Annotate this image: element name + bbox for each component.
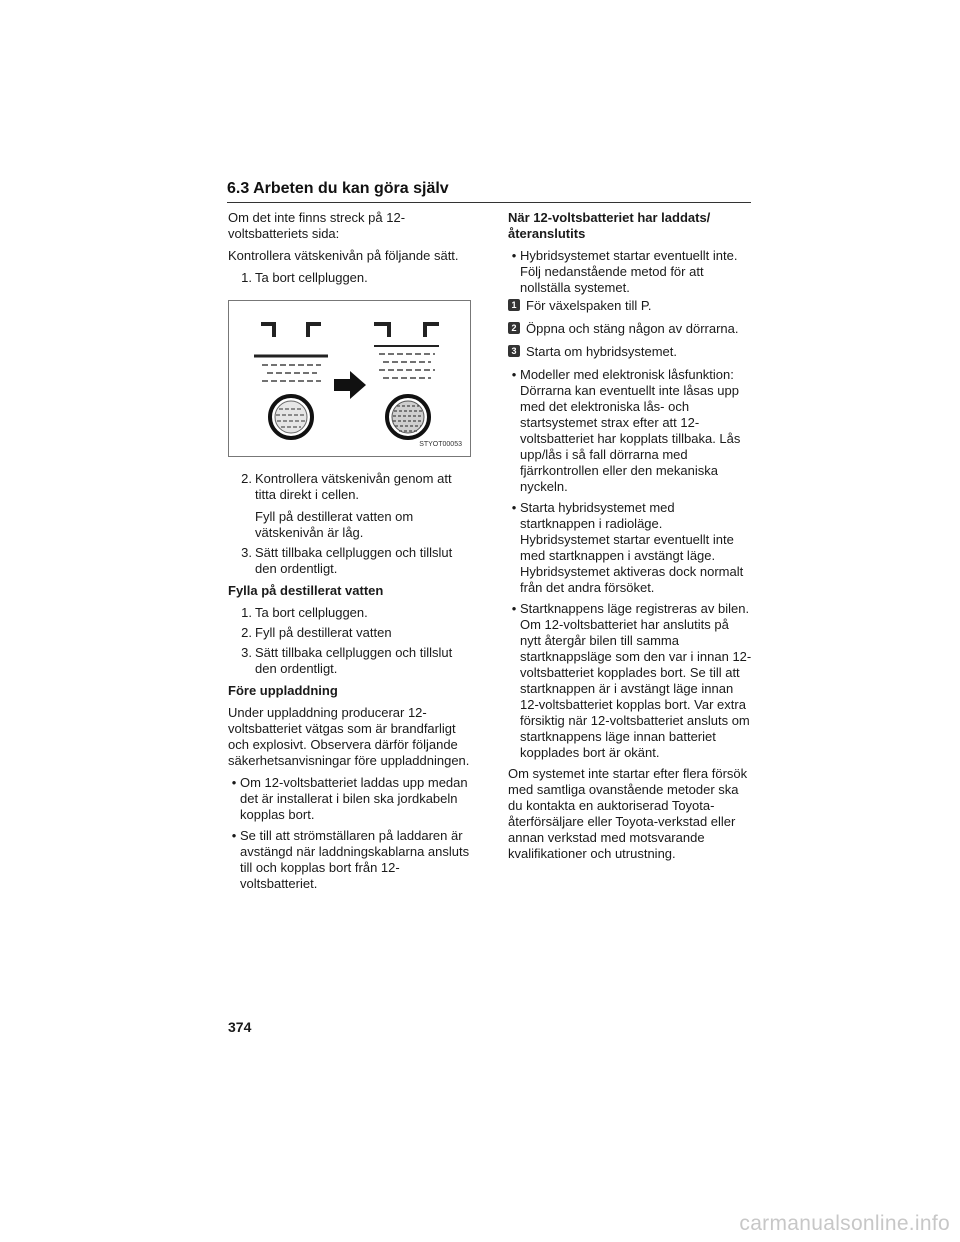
bullet-icon: • [511,367,517,382]
bullet-icon: • [231,828,237,843]
step-number: 2. [241,625,252,640]
reset-step-1 [508,298,753,314]
closing-text: Om systemet inte startar efter flera försök med samtliga ovanstående metoder ska du kontakta en auktoriserad Toyota-återförsäljare eller Toyota-verkstad eller annan verkstad med motsvarande kvalifikationer och utrustning. [508,766,748,861]
step-number-badge: 3 [508,345,520,357]
list-item: • Modeller med elektronisk låsfunktion: Dörrarna kan eventuellt inte låsas upp med det elektroniska lås- och startsystemet strax efter att 12-voltsbatteriet har kopplats tillbaka. Lås upp/lås i så fall dörrarna med fjärrkontrollen eller den mekaniska nyckeln. [508,367,753,495]
step-subtext: Fyll på destillerat vatten om vätskenivån är låg. [255,509,414,540]
step-number-badge: 2 [508,322,520,334]
step-1 [228,270,473,286]
left-column [228,210,473,897]
step-2 [228,471,473,541]
bullet-icon: • [231,775,237,790]
step-number: 2. [241,471,252,486]
before-charging-text: Under uppladdning producerar 12-voltsbatteriet vätgas som är brandfarligt och explosivt. Observera därför följande säkerhetsanvisningar före uppladdningen. [228,705,470,768]
before-charging-heading: Före uppladdning [228,683,338,698]
list-item: • Starta hybridsystemet med startknappen i radioläge. Hybridsystemet startar eventuellt inte med startknappen i avstängt läge. Hybridsystemet aktiveras dock normalt från det andra försöket. [508,500,753,596]
figure-code: STYOT00053 [419,441,462,448]
page-number: 374 [228,1019,252,1035]
step-number: 3. [241,545,252,560]
step-3 [228,545,473,577]
list-item: • Startknappens läge registreras av bilen. Om 12-voltsbatteriet har anslutits på nytt återgår bilen till samma startknappsläge som den var i innan 12-voltsbatteriet kopplades bort. Se till att startknappen är i avstängt läge innan 12-voltsbatteriet kopplas bort. Var extra försiktig när 12-voltsbatteriet ansluts om startknappens läge innan batteriet kopplades bort är okänt. [508,601,753,761]
step-text: Kontrollera vätskenivån genom att titta direkt i cellen. [255,471,452,502]
step-text: Fyll på destillerat vatten [255,625,392,640]
after-charging-heading: När 12-voltsbatteriet har laddats/återanslutits [508,210,711,241]
fill-step-3 [228,645,473,677]
step-text: Sätt tillbaka cellpluggen och tillslut den ordentligt. [255,645,453,676]
step-text: Öppna och stäng någon av dörrarna. [526,321,739,336]
list-item: • Se till att strömställaren på laddaren är avstängd när laddningskablarna ansluts till och kopplas bort från 12-voltsbatteriet. [228,828,473,892]
section-header: 6.3 Arbeten du kan göra själv [227,180,751,203]
bullet-icon: • [511,248,517,263]
list-item: • Hybridsystemet startar eventuellt inte. Följ nedanstående metod för att nollställa systemet. [508,248,753,296]
bullet-icon: • [511,500,517,515]
reset-step-2 [508,321,753,337]
step-text: För växelspaken till P. [526,298,652,313]
intro-text: Om det inte finns streck på 12-voltsbatteriets sida: [228,210,406,241]
step-text: Ta bort cellpluggen. [255,605,368,620]
reset-step-3 [508,344,753,360]
step-number-badge: 1 [508,299,520,311]
check-method-text: Kontrollera vätskenivån på följande sätt. [228,248,459,263]
list-item: • Om 12-voltsbatteriet laddas upp medan det är installerat i bilen ska jordkabeln kopplas bort. [228,775,473,823]
right-column [508,210,753,868]
step-number: 1. [241,270,252,285]
fill-water-heading: Fylla på destillerat vatten [228,583,384,598]
fill-step-2 [228,625,473,641]
step-text: Sätt tillbaka cellpluggen och tillslut den ordentligt. [255,545,453,576]
fill-step-1 [228,605,473,621]
step-text: Ta bort cellpluggen. [255,270,368,285]
bullet-icon: • [511,601,517,616]
step-number: 3. [241,645,252,660]
step-text: Starta om hybridsystemet. [526,344,677,359]
watermark: carmanualsonline.info [739,1212,950,1235]
battery-cell-diagram [229,301,470,456]
battery-level-figure [228,300,471,457]
step-number: 1. [241,605,252,620]
